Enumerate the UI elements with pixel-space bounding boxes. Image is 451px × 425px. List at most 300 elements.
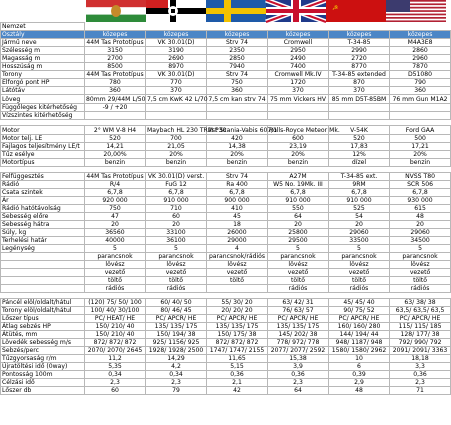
value-cell: 20 — [390, 221, 451, 229]
value-cell: rádiós — [146, 285, 207, 293]
value-cell: 780 — [85, 79, 146, 87]
value-cell: 1747/ 1747/ 2155 — [207, 347, 268, 355]
row-label: Lövedék sebesség m/s — [1, 339, 85, 347]
spec-row — [1, 237, 451, 245]
sweden-flag-icon — [206, 0, 266, 22]
value-cell: 7,5 cm kan strv 74 — [208, 95, 266, 103]
value-cell: T-34-85 ext. — [329, 173, 390, 181]
value-cell: 872/ 872/ 872 — [85, 339, 146, 347]
value-cell: 0,34 — [146, 371, 207, 379]
value-cell: 2960 — [390, 55, 451, 63]
value-cell: 20/ 20/ 20 — [207, 307, 268, 315]
value-cell: 100/ 40/ 30/100 — [85, 307, 146, 315]
value-cell: 6,7,8 — [207, 189, 268, 197]
spec-row — [1, 363, 451, 371]
spec-row — [1, 126, 451, 135]
value-cell: 2850 — [207, 55, 268, 63]
value-cell: 1580/ 1580/ 2962 — [329, 347, 390, 355]
value-cell: 0,36 — [390, 371, 451, 379]
value-cell: 4,2 — [146, 363, 207, 371]
spec-row — [1, 159, 451, 167]
value-cell — [329, 104, 390, 112]
value-cell: Strv 74 — [207, 173, 268, 181]
value-cell: 42 — [207, 387, 268, 395]
value-cell: A27M — [268, 173, 329, 181]
value-cell: parancsnok — [329, 253, 390, 261]
value-cell: 33100 — [146, 229, 207, 237]
value-cell: töltő — [207, 277, 268, 285]
value-cell: 5 — [268, 245, 329, 253]
spec-row — [1, 151, 451, 159]
row-label: Lőszer típus — [1, 315, 85, 323]
spec-row — [1, 205, 451, 213]
spec-row — [1, 253, 451, 261]
value-cell: 1720 — [268, 79, 329, 87]
value-cell: 20% — [146, 151, 207, 159]
spec-row — [1, 79, 451, 87]
spec-row — [1, 347, 451, 355]
value-cell: 85 mm D5T-85BM — [329, 95, 390, 104]
value-cell — [268, 104, 329, 112]
row-label: Hosszúság m — [1, 63, 85, 71]
value-cell: 29060 — [390, 229, 451, 237]
spec-row — [1, 323, 451, 331]
value-cell: vezető — [85, 269, 146, 277]
row-label: Átlag sebzés HP — [1, 323, 85, 331]
value-cell: 135/ 135/ 175 — [207, 323, 268, 331]
value-cell: 2,3 — [85, 379, 146, 387]
spec-row — [1, 331, 451, 339]
value-cell: rádiós — [329, 285, 390, 293]
value-cell: Strv 74 — [207, 71, 268, 79]
value-cell: 44M Tas Prototípus — [86, 173, 144, 180]
value-cell: 25800 — [268, 229, 329, 237]
value-cell: 20% — [207, 151, 268, 159]
value-cell — [268, 112, 329, 120]
value-cell: 75 mm Vickers HV — [268, 95, 329, 104]
row-label: Újratöltési idő (0way) — [1, 363, 85, 371]
value-cell: 23,19 — [268, 143, 329, 151]
value-cell: Strv 74 — [207, 39, 268, 47]
row-label: Felfüggesztés — [1, 173, 85, 181]
value-cell: 55/ 30/ 20 — [207, 299, 268, 307]
value-cell: 5,35 — [85, 363, 146, 371]
value-cell: töltő — [390, 277, 451, 285]
value-cell: 20 — [146, 221, 207, 229]
value-cell: 2490 — [268, 55, 329, 63]
value-cell: 80/ 46/ 45 — [146, 307, 207, 315]
spec-row — [1, 31, 451, 39]
value-cell: 900 000 — [207, 197, 268, 205]
row-label: Torony elöl/oldalt/hátul — [1, 307, 85, 315]
spec-row — [1, 63, 451, 71]
value-cell: 2,9 — [329, 379, 390, 387]
spec-row — [1, 181, 451, 189]
value-cell: 26000 — [207, 229, 268, 237]
specs-table — [0, 22, 451, 395]
value-cell: 40000 — [85, 237, 146, 245]
value-cell: vezető — [207, 269, 268, 277]
value-cell: -9 / +20 — [85, 104, 146, 112]
value-cell: 8770 — [329, 63, 390, 71]
value-cell: 18 — [207, 221, 268, 229]
value-cell: 20 — [85, 221, 146, 229]
row-label: Magasság m — [1, 55, 85, 63]
spec-row — [1, 95, 451, 104]
value-cell: 0,36 — [268, 371, 329, 379]
svg-text:☭: ☭ — [332, 4, 339, 12]
row-label: Terhelési határ — [1, 237, 85, 245]
value-cell: NVSS T80 — [390, 173, 451, 181]
value-cell: 14,21 — [85, 143, 146, 151]
value-cell: 33500 — [329, 237, 390, 245]
value-cell: 360 — [390, 87, 451, 95]
spec-row — [1, 355, 451, 363]
value-cell: 360 — [85, 87, 146, 95]
value-cell: parancsnok — [390, 253, 451, 261]
value-cell: 150/ 210/ 40 — [85, 323, 146, 331]
value-cell: közepes — [85, 31, 146, 39]
value-cell: közepes — [207, 31, 268, 39]
value-cell: 615 — [390, 205, 451, 213]
spec-row — [1, 269, 451, 277]
value-cell — [146, 104, 207, 112]
value-cell: 0,39 — [329, 371, 390, 379]
row-label: Látótáv — [1, 87, 85, 95]
row-label: Átütés, mm — [1, 331, 85, 339]
value-cell: töltő — [329, 277, 390, 285]
row-label: Tűz esélye — [1, 151, 85, 159]
row-label: Sebzés/perc — [1, 347, 85, 355]
value-cell: közepes — [268, 31, 329, 39]
value-cell: 7,5 cm KwK 42 L/70 — [147, 95, 208, 103]
value-cell: 2,1 — [207, 379, 268, 387]
value-cell: 128/ 177/ 38 — [390, 331, 451, 339]
value-cell: D51080 — [390, 71, 451, 79]
value-cell: 48 — [329, 387, 390, 395]
value-cell: 63,5/ 63,5/ 63,5 — [390, 307, 451, 315]
value-cell: 45 — [207, 213, 268, 221]
spec-row — [1, 315, 451, 323]
value-cell: Ford GAA — [390, 126, 451, 135]
value-cell: 20,00% — [85, 151, 146, 159]
value-cell — [207, 104, 268, 112]
spec-row — [1, 277, 451, 285]
value-cell: (120) 75/ 50/ 100 — [85, 299, 146, 307]
value-cell: 48 — [390, 213, 451, 221]
value-cell: SCR 506 — [390, 181, 451, 189]
value-cell: 11,2 — [85, 355, 146, 363]
value-cell: 63/ 38/ 38 — [390, 299, 451, 307]
value-cell: 7940 — [207, 63, 268, 71]
value-cell: 0,34 — [85, 371, 146, 379]
row-label: Osztály — [1, 31, 85, 39]
value-cell — [329, 112, 390, 120]
value-cell: 520 — [85, 135, 146, 143]
value-cell: 5 — [329, 245, 390, 253]
value-cell: 20 — [329, 221, 390, 229]
value-cell: VK 30.01(D) — [146, 71, 207, 79]
value-cell: 2077/ 2077/ 2592 — [268, 347, 329, 355]
value-cell: vezető — [146, 269, 207, 277]
value-cell: 2720 — [329, 55, 390, 63]
spec-row — [1, 387, 451, 395]
value-cell: 2950 — [268, 47, 329, 55]
value-cell: lövész — [390, 261, 451, 269]
spec-row — [1, 135, 451, 143]
row-label: Legénység — [1, 245, 85, 253]
value-cell: 71 — [390, 387, 451, 395]
value-cell: 920 000 — [85, 197, 146, 205]
value-cell: 9RM — [329, 181, 390, 189]
row-label: Súly, kg — [1, 229, 85, 237]
value-cell: közepes — [329, 31, 390, 39]
value-cell: 7870 — [390, 63, 451, 71]
value-cell: 2690 — [146, 55, 207, 63]
title-row — [1, 23, 451, 31]
value-cell: 700 — [146, 135, 207, 143]
value-cell: 20% — [268, 151, 329, 159]
row-label: Elforgó pont HP — [1, 79, 85, 87]
spec-row — [1, 104, 451, 112]
value-cell: 144/ 194/ 44 — [329, 331, 390, 339]
value-cell: 8970 — [146, 63, 207, 71]
flag-header-blank — [0, 0, 86, 22]
value-cell: Ra 400 — [207, 181, 268, 189]
spec-row — [1, 285, 451, 293]
spec-row — [1, 213, 451, 221]
value-cell: PC/ APCR/ HE — [329, 315, 390, 323]
value-cell — [207, 112, 268, 120]
value-cell: közepes — [390, 31, 451, 39]
value-cell: 2,3 — [268, 379, 329, 387]
value-cell: 930 000 — [390, 197, 451, 205]
row-label: Lőszer db — [1, 387, 85, 395]
value-cell: 910 000 — [146, 197, 207, 205]
value-cell: T-34-85 — [329, 39, 390, 47]
value-cell: 792/ 990/ 792 — [390, 339, 451, 347]
row-label: Sebesség hátra — [1, 221, 85, 229]
value-cell: 5 — [146, 245, 207, 253]
value-cell: lövész — [85, 261, 146, 269]
value-cell: vezető — [390, 269, 451, 277]
flag-row — [0, 0, 450, 22]
value-cell — [207, 285, 268, 293]
value-cell: 34500 — [390, 237, 451, 245]
value-cell: 870 — [329, 79, 390, 87]
spec-row — [1, 307, 451, 315]
spec-row — [1, 299, 451, 307]
value-cell: 60 — [146, 213, 207, 221]
value-cell: lövész — [207, 261, 268, 269]
value-cell: 135/ 135/ 175 — [146, 323, 207, 331]
value-cell: rádiós — [390, 285, 451, 293]
value-cell: 160/ 160/ 280 — [329, 323, 390, 331]
value-cell: 2990 — [329, 47, 390, 55]
value-cell: 44M Tas Prototípus — [86, 71, 144, 78]
value-cell: 54 — [329, 213, 390, 221]
hungary-flag-icon — [86, 0, 146, 22]
row-label: Motor telj. LE — [1, 135, 85, 143]
value-cell: 6,7,8 — [329, 189, 390, 197]
row-label — [1, 277, 85, 285]
value-cell: parancsnok — [146, 253, 207, 261]
value-cell: Maybach HL 230 TRM P30 — [147, 126, 227, 134]
row-label: Szélesség m — [1, 47, 85, 55]
value-cell — [146, 112, 207, 120]
row-label: Ár — [1, 197, 85, 205]
value-cell: 3,9 — [268, 363, 329, 371]
row-label: Célzási idő — [1, 379, 85, 387]
spec-row — [1, 87, 451, 95]
value-cell: 2700 — [85, 55, 146, 63]
value-cell: 150/ 175/ 38 — [207, 331, 268, 339]
value-cell: 76/ 63/ 57 — [268, 307, 329, 315]
value-cell: 6,7,8 — [85, 189, 146, 197]
spec-row — [1, 55, 451, 63]
value-cell: 520 — [329, 135, 390, 143]
value-cell: 2860 — [390, 47, 451, 55]
spec-row — [1, 47, 451, 55]
value-cell: 145/ 202/ 38 — [268, 331, 329, 339]
value-cell: közepes — [146, 31, 207, 39]
value-cell: PC/ APCR/ HE — [268, 315, 329, 323]
row-label — [1, 269, 85, 277]
value-cell: 3150 — [85, 47, 146, 55]
value-cell: 45/ 45/ 40 — [329, 299, 390, 307]
value-cell: 2° WM V-8 H4 — [85, 126, 146, 135]
value-cell: töltő — [146, 277, 207, 285]
spec-row — [1, 339, 451, 347]
value-cell: 135/ 135/ 175 — [268, 323, 329, 331]
row-label: Páncél elöl/oldalt/hátul — [1, 299, 85, 307]
value-cell: PC/ APCR/ HE — [146, 315, 207, 323]
value-cell: 17,83 — [329, 143, 390, 151]
value-cell: 60/ 40/ 50 — [146, 299, 207, 307]
value-cell: Cromwell Mk.IV — [268, 71, 329, 79]
nation-label: Nemzet — [1, 23, 85, 31]
value-cell: 925/ 1156/ 925 — [146, 339, 207, 347]
spec-row — [1, 221, 451, 229]
value-cell: lövész — [146, 261, 207, 269]
value-cell: 18,18 — [390, 355, 451, 363]
row-label: Jármű neve — [1, 39, 85, 47]
row-label: Vízszintes kitérhetőség — [1, 112, 85, 120]
value-cell: 64 — [268, 387, 329, 395]
value-cell: 36100 — [146, 237, 207, 245]
value-cell: 750 — [85, 205, 146, 213]
value-cell: lövész — [268, 261, 329, 269]
value-cell: 5,15 — [207, 363, 268, 371]
row-label: Motor — [1, 126, 85, 135]
value-cell: 12% — [329, 151, 390, 159]
value-cell — [390, 112, 451, 120]
value-cell: 778/ 972/ 778 — [268, 339, 329, 347]
spec-row — [1, 245, 451, 253]
value-cell: PC/ HEAT/ HE — [85, 315, 146, 323]
value-cell: 370 — [268, 87, 329, 95]
value-cell: 20 — [268, 221, 329, 229]
row-label — [1, 253, 85, 261]
value-cell: benzin — [207, 159, 268, 167]
value-cell: parancsnok — [268, 253, 329, 261]
value-cell: 5 — [390, 245, 451, 253]
value-cell: 5 — [85, 245, 146, 253]
row-label: Sebesség előre — [1, 213, 85, 221]
value-cell: 7400 — [268, 63, 329, 71]
spec-row — [1, 71, 451, 79]
value-cell: 21,05 — [146, 143, 207, 151]
row-label — [1, 285, 85, 293]
value-cell: PC/ APCR/ HE — [390, 315, 451, 323]
spec-row — [1, 173, 451, 181]
value-cell: 29060 — [329, 229, 390, 237]
value-cell: 1928/ 1928/ 2500 — [146, 347, 207, 355]
spec-row — [1, 197, 451, 205]
value-cell: 6 — [329, 363, 390, 371]
row-label: Torony — [1, 71, 85, 79]
row-label: Tűzgyorsaság r/m — [1, 355, 85, 363]
value-cell: 3190 — [146, 47, 207, 55]
value-cell: 2,3 — [146, 379, 207, 387]
value-cell: 910 000 — [329, 197, 390, 205]
value-cell: 600 — [268, 135, 329, 143]
value-cell: 420 — [207, 135, 268, 143]
value-cell: 63/ 42/ 31 — [268, 299, 329, 307]
spec-row — [1, 261, 451, 269]
row-label: Csata szintek — [1, 189, 85, 197]
row-label: Függőleges kitérhetőség — [1, 104, 85, 112]
value-cell: 360 — [207, 87, 268, 95]
spec-row — [1, 112, 451, 120]
value-cell: benzin — [85, 159, 146, 167]
value-cell: 6,7,8 — [146, 189, 207, 197]
value-cell: lövész — [329, 261, 390, 269]
value-cell: W5 No. 19Mk. III — [268, 181, 329, 189]
value-cell: vezető — [268, 269, 329, 277]
value-cell: 910 000 — [268, 197, 329, 205]
value-cell: 150/ 194/ 38 — [146, 331, 207, 339]
row-label: Löveg — [1, 95, 85, 104]
spec-row — [1, 39, 451, 47]
value-cell: benzin — [146, 159, 207, 167]
value-cell: 550 — [268, 205, 329, 213]
value-cell: töltő — [85, 277, 146, 285]
value-cell: rádiós — [85, 285, 146, 293]
value-cell: Cromwell — [268, 39, 329, 47]
value-cell: 872/ 872/ 872 — [207, 339, 268, 347]
value-cell: 29000 — [207, 237, 268, 245]
value-cell: 370 — [146, 87, 207, 95]
value-cell: parancsnok/rádiós — [207, 253, 268, 261]
value-cell: 4 — [207, 245, 268, 253]
value-cell: 3,3 — [390, 363, 451, 371]
value-cell: 500 — [390, 135, 451, 143]
spec-row — [1, 143, 451, 151]
row-label: Pontosság 100m — [1, 371, 85, 379]
value-cell: parancsnok — [85, 253, 146, 261]
value-cell: benzin — [390, 159, 451, 167]
value-cell: 15,38 — [268, 355, 329, 363]
value-cell: 710 — [146, 205, 207, 213]
row-label: Motortípus — [1, 159, 85, 167]
value-cell: 79 — [146, 387, 207, 395]
value-cell: 750 — [207, 79, 268, 87]
value-cell: 76 mm Gun M1A2 — [390, 95, 451, 104]
row-label: Rádió hatótávolság — [1, 205, 85, 213]
value-cell: 6,7,8 — [268, 189, 329, 197]
spec-row — [1, 189, 451, 197]
